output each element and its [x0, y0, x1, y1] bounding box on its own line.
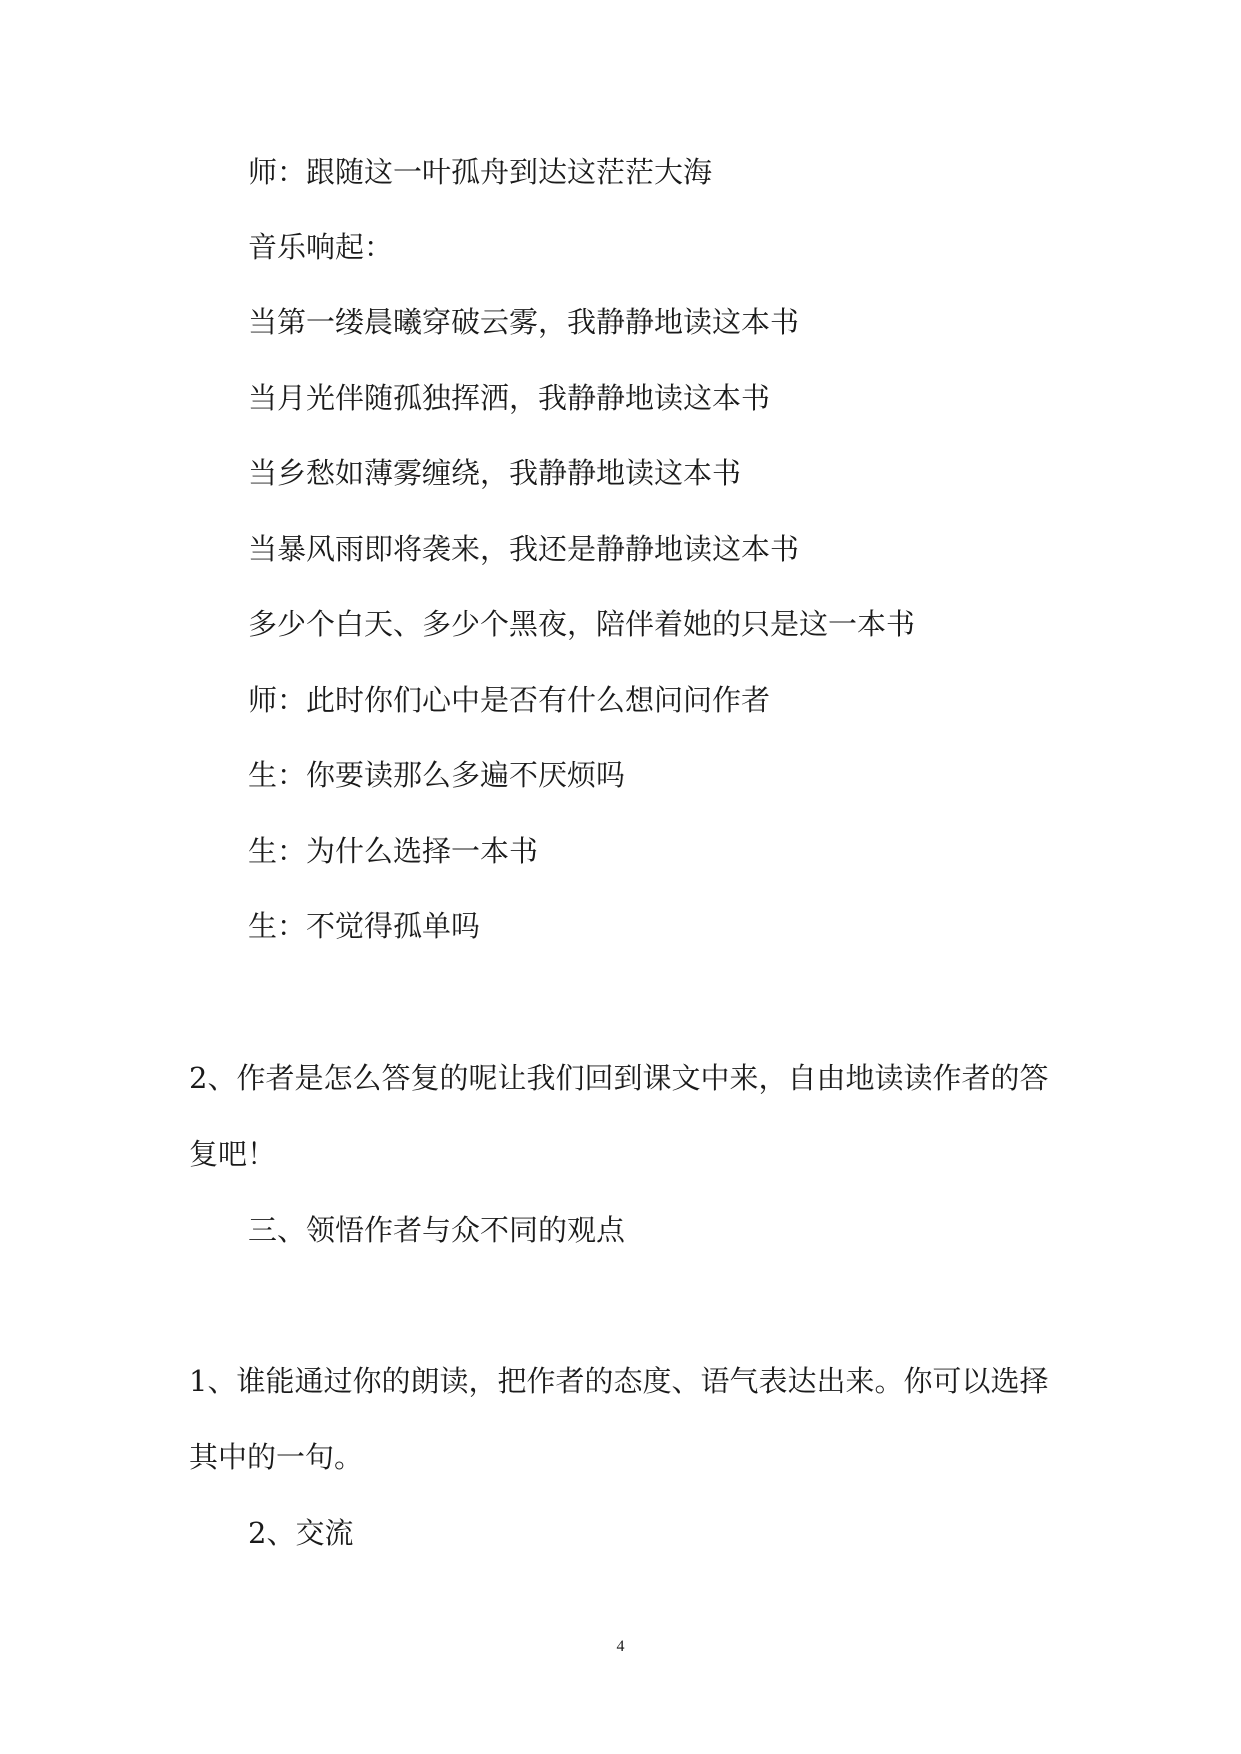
dialogue-teacher-line-2: 师：此时你们心中是否有什么想问问作者: [248, 683, 771, 717]
dialogue-teacher-line-1: 师：跟随这一叶孤舟到达这茫茫大海: [248, 155, 713, 189]
dialogue-student-line-1: 生：你要读那么多遍不厌烦吗: [248, 758, 626, 792]
recitation-line-3: 当乡愁如薄雾缠绕，我静静地读这本书: [248, 456, 742, 490]
recitation-line-1: 当第一缕晨曦穿破云雾，我静静地读这本书: [248, 305, 800, 339]
list-item-exchange: 2、交流: [248, 1516, 354, 1550]
paragraph-2-line-2: 复吧！: [189, 1137, 277, 1171]
section-heading-3: 三、领悟作者与众不同的观点: [248, 1213, 626, 1247]
paragraph-1-line-2: 其中的一句。: [189, 1440, 364, 1474]
recitation-line-4: 当暴风雨即将袭来，我还是静静地读这本书: [248, 532, 800, 566]
paragraph-2-line-1: 2、作者是怎么答复的呢让我们回到课文中来，自由地读读作者的答: [189, 1061, 1049, 1095]
page-number: 4: [616, 1638, 625, 1655]
recitation-line-2: 当月光伴随孤独挥洒，我静静地读这本书: [248, 381, 771, 415]
music-cue: 音乐响起：: [248, 230, 394, 264]
recitation-line-5: 多少个白天、多少个黑夜，陪伴着她的只是这一本书: [248, 607, 916, 641]
dialogue-student-line-2: 生：为什么选择一本书: [248, 834, 539, 868]
paragraph-1-line-1: 1、谁能通过你的朗读，把作者的态度、语气表达出来。你可以选择: [189, 1364, 1049, 1398]
dialogue-student-line-3: 生：不觉得孤单吗: [248, 909, 481, 943]
